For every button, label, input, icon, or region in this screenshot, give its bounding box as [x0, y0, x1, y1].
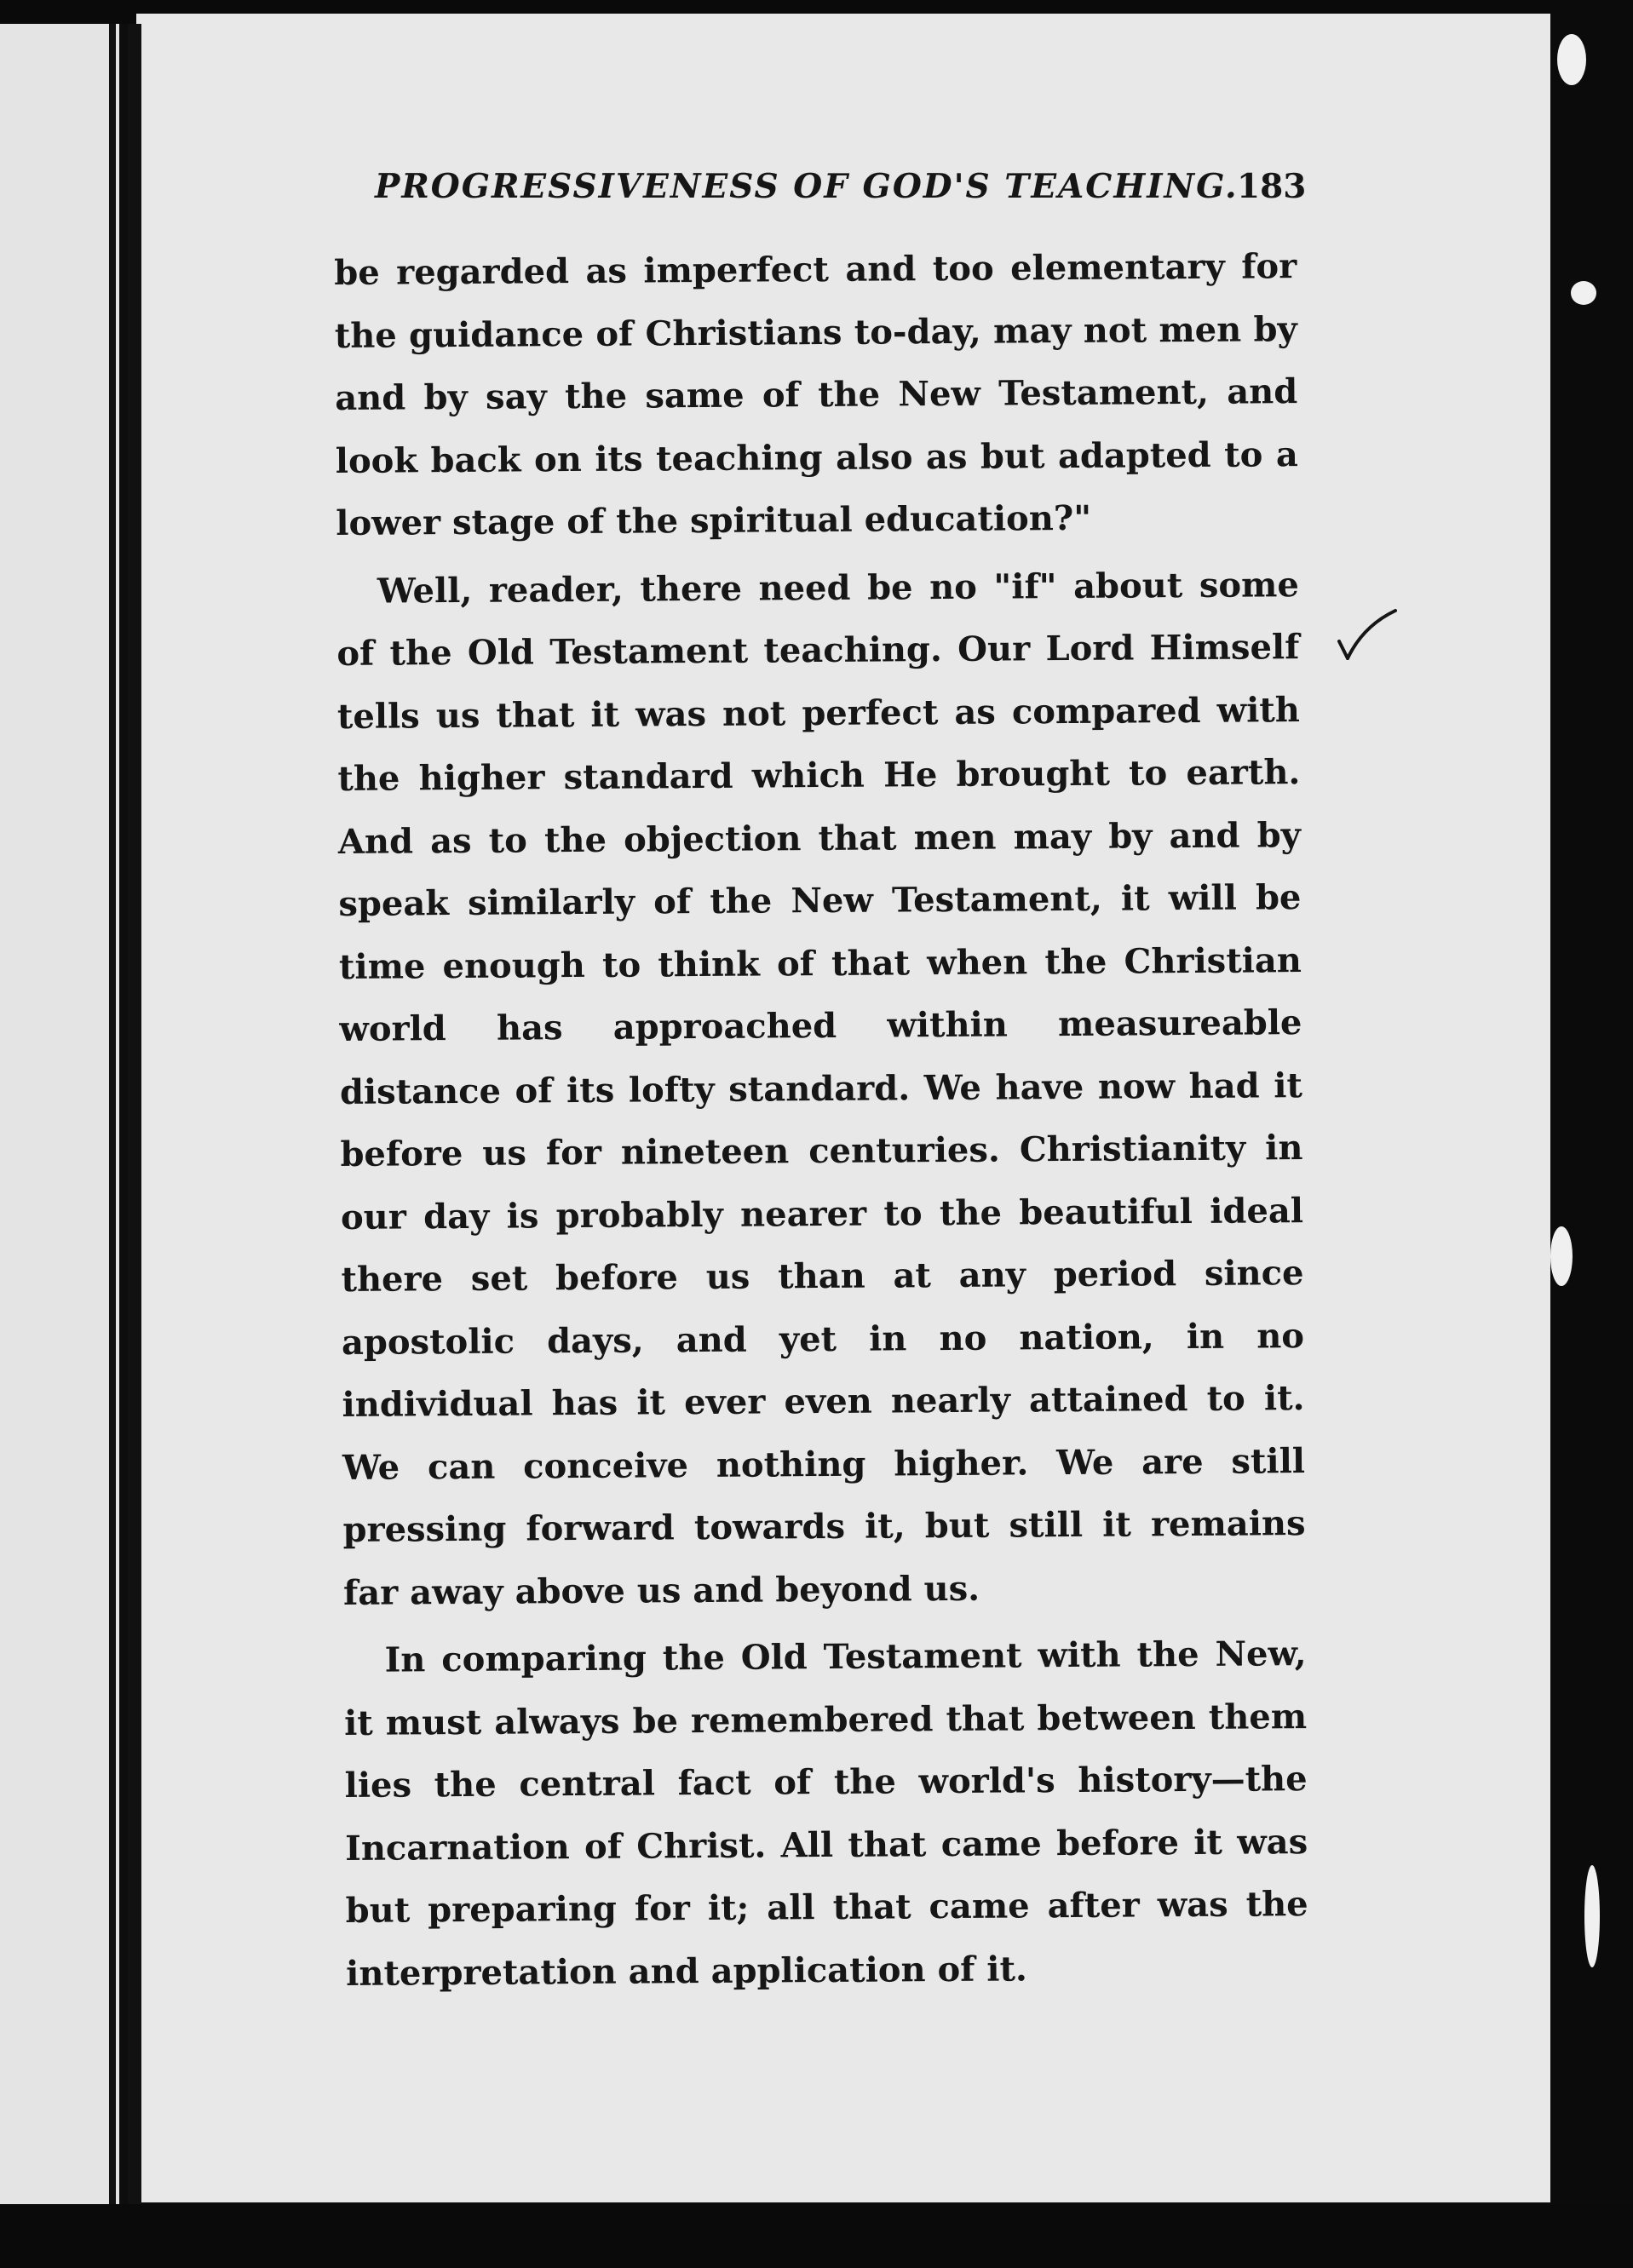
body-text [334, 235, 1308, 2005]
page-gutter-rule [128, 24, 141, 2204]
previous-page-rule [109, 24, 116, 2204]
previous-page-edge [0, 24, 119, 2204]
page-number: 183 [1237, 167, 1307, 206]
paragraph-3: In comparing the Old Testament with the New, it must always be remembered that between them lies the central fact of the world's history—the Incarnation of Christ. All that came before it was but preparing for it; all that came after was the interpretation and application of it. [343, 1634, 1308, 1994]
running-head: PROGRESSIVENESS OF GOD'S TEACHING. [375, 167, 1239, 206]
paragraph-2: Well, reader, there need be no "if" about some of the Old Testament teaching. Our Lord Himself tells us that it was not perfect as compared with the higher standard which He brought to earth. And as to the objection that men may by and by speak similarly of the New Testament, it will be time enough to think of that when the Christian world has approached within measureable distance of its lofty standard. We have now had it before us for nineteen centuries. Christianity in our day is probably nearer to the beautiful ideal there set before us than at any period since apostolic days, and yet in no nation, in no individual has it ever even nearly attained to it. We can conceive nothing higher. We are still pressing forward towards it, but still it remains far away above us and beyond us. [336, 564, 1306, 1613]
bottom-scan-border [0, 2204, 1633, 2268]
right-scan-border [1550, 0, 1633, 2268]
margin-check-mark-icon [1337, 609, 1397, 660]
paragraph-1: be regarded as imperfect and too elementary for the guidance of Christians to-day, may not men by and by say the same of the New Testament, and look back on its teaching also as but adapted to a lower stage of the spiritual education?" [334, 246, 1298, 543]
